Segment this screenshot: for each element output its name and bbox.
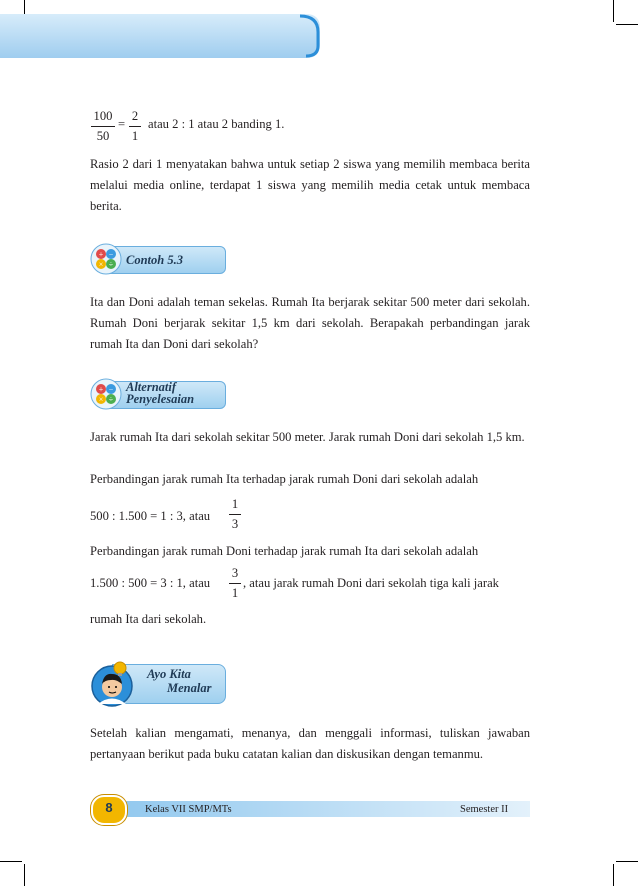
alternatif-label-line1: Alternatif — [126, 380, 177, 394]
svg-text:−: − — [108, 250, 114, 259]
crop-mark — [0, 861, 22, 862]
svg-text:×: × — [98, 395, 104, 404]
equation-doni-ita: 1.500 : 500 = 3 : 1, atau — [90, 576, 211, 590]
contoh-label: Contoh 5.3 — [126, 253, 183, 267]
solution-ita-doni: Perbandingan jarak rumah Ita terhadap jarak rumah Doni dari sekolah adalah — [90, 472, 479, 486]
closing-instruction: Setelah kalian mengamati, menanya, dan menggali informasi, tuliskan jawaban pertanyaan berikut pada buku catatan kalian dan diskusikan dengan temanmu. — [90, 726, 530, 761]
fraction-100-50 — [91, 109, 115, 144]
svg-text:÷: ÷ — [108, 395, 114, 404]
fraction-bar — [91, 126, 115, 127]
contoh-banner — [90, 243, 225, 275]
crop-mark — [613, 864, 614, 886]
fraction-numerator: 2 — [131, 109, 139, 123]
fraction-3-1 — [229, 566, 241, 601]
svg-text:×: × — [98, 260, 104, 269]
svg-text:÷: ÷ — [108, 260, 114, 269]
fraction-2-1 — [129, 109, 141, 144]
svg-text:−: − — [108, 385, 114, 394]
fraction-bar — [229, 514, 241, 515]
fraction-denominator: 3 — [231, 517, 239, 531]
equation-doni-ita-tail: , atau jarak rumah Doni dari sekolah tiga kali jarak — [243, 576, 499, 590]
solution-doni-ita: Perbandingan jarak rumah Doni terhadap jarak rumah Ita dari sekolah adalah — [90, 544, 479, 558]
fraction-numerator: 1 — [231, 497, 239, 511]
page-number: 8 — [105, 800, 113, 815]
crop-mark — [613, 0, 614, 22]
svg-text:+: + — [98, 250, 104, 259]
crop-mark — [616, 861, 638, 862]
equals-sign: = — [118, 117, 126, 131]
ayo-label-line2: Menalar — [167, 681, 212, 695]
header-band — [0, 14, 320, 58]
question-text: Ita dan Doni adalah teman sekelas. Rumah Ita berjarak sekitar 500 meter dari sekolah. Rumah Doni berjarak sekitar 1,5 km dari sekolah. Berapakah perbandingan jarak rumah Ita dan Doni dari sekolah? — [90, 295, 530, 351]
fraction-bar — [229, 583, 241, 584]
fraction-numerator: 100 — [93, 109, 113, 123]
crop-mark — [24, 864, 25, 886]
footer-book-title: Kelas VII SMP/MTs — [145, 804, 232, 815]
solution-intro: Jarak rumah Ita dari sekolah sekitar 500 meter. Jarak rumah Doni dari sekolah 1,5 km. — [90, 430, 525, 444]
ayo-label-line1: Ayo Kita — [147, 667, 191, 681]
alternatif-label-line2: Penyelesaian — [126, 392, 195, 406]
alternatif-banner — [90, 378, 225, 410]
ratio-explanation: Rasio 2 dari 1 menyatakan bahwa untuk setiap 2 siswa yang memilih membaca berita melalui media online, terdapat 1 siswa yang memilih media cetak untuk membaca berita. — [90, 157, 530, 213]
thinking-student-icon — [90, 660, 138, 708]
ratio-text: atau 2 : 1 atau 2 banding 1. — [148, 117, 285, 131]
footer-semester: Semester II — [460, 804, 509, 815]
math-operations-icon — [90, 243, 122, 275]
equation-ita-doni: 500 : 1.500 = 1 : 3, atau — [90, 509, 211, 523]
fraction-numerator: 3 — [231, 566, 239, 580]
fraction-denominator: 1 — [131, 129, 139, 143]
crop-mark — [616, 24, 638, 25]
ayo-menalar-banner — [90, 660, 226, 708]
fraction-denominator: 1 — [231, 586, 239, 600]
solution-conclusion: rumah Ita dari sekolah. — [90, 612, 207, 626]
math-operations-icon — [90, 378, 122, 410]
svg-text:+: + — [98, 385, 104, 394]
fraction-denominator: 50 — [96, 129, 110, 143]
fraction-1-3 — [229, 497, 241, 532]
fraction-bar — [129, 126, 141, 127]
